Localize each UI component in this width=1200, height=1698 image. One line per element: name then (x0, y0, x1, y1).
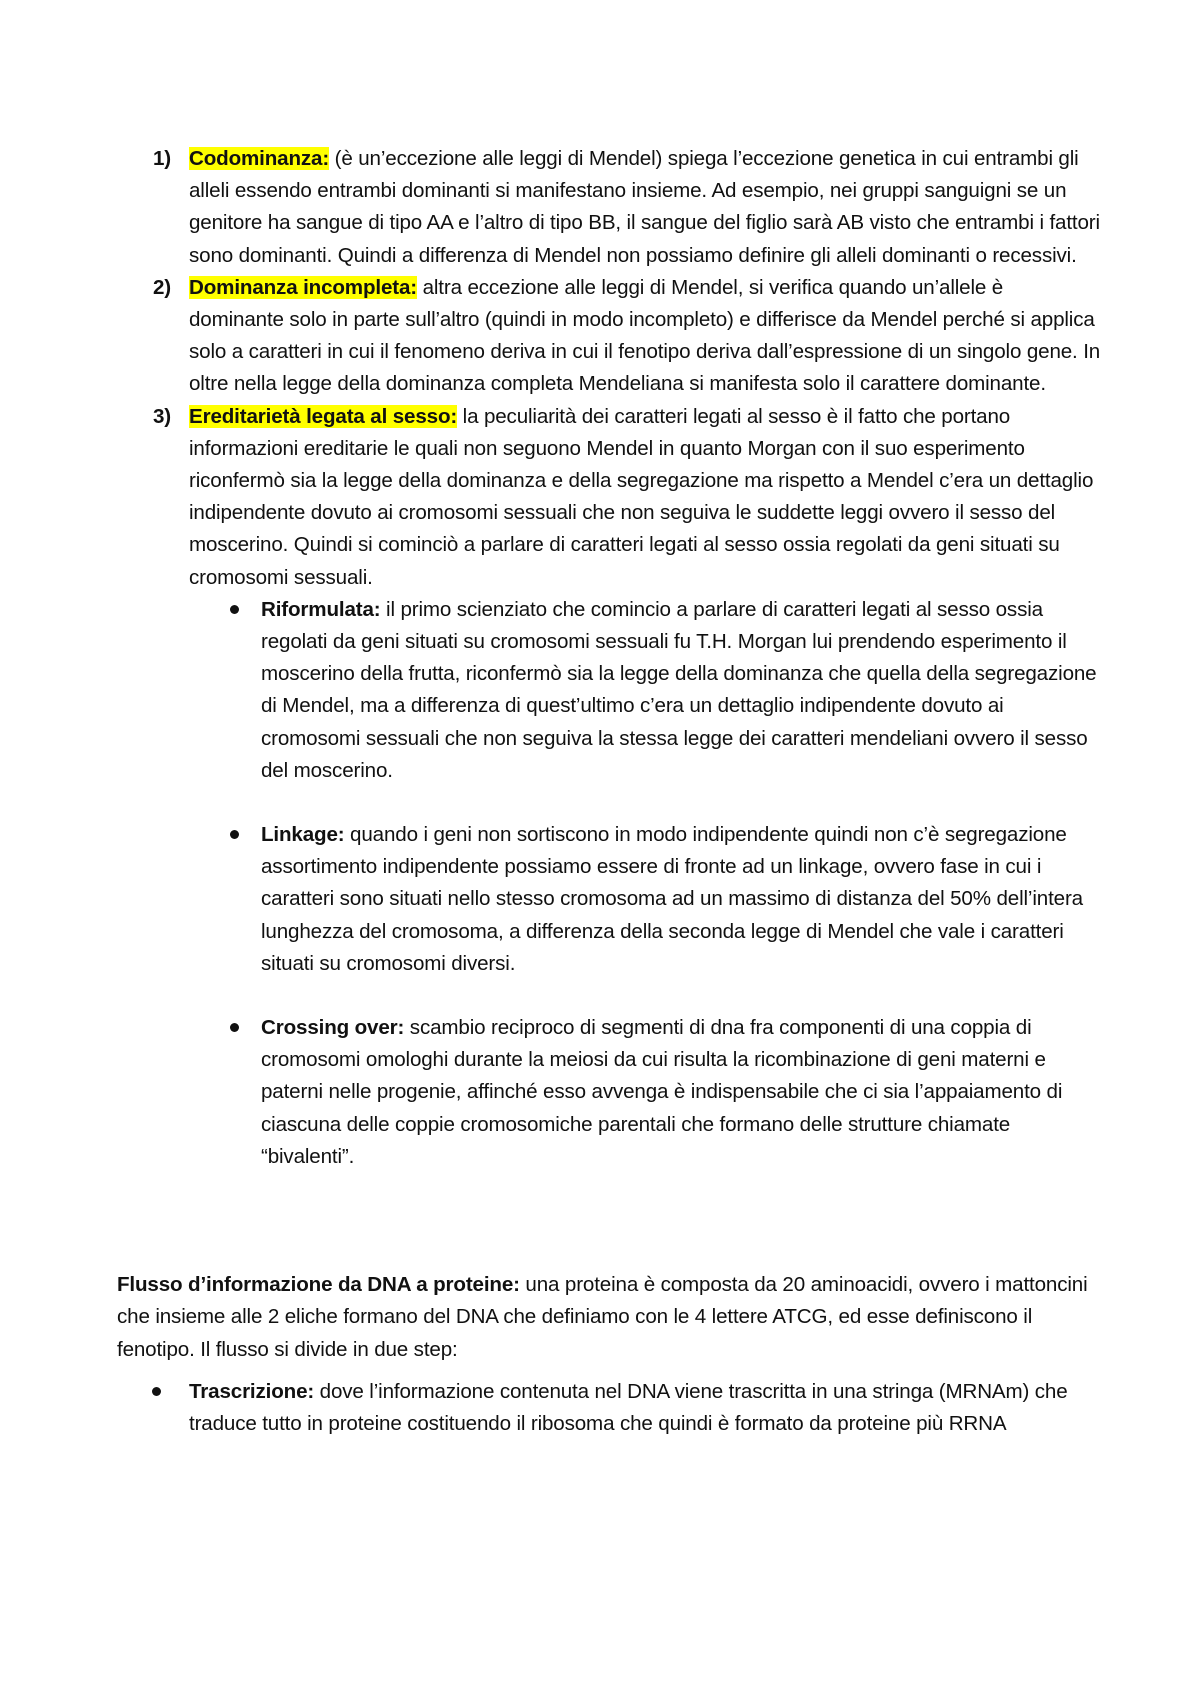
bullet-term: Linkage: (261, 823, 345, 847)
item-text: (è un’eccezione alle leggi di Mendel) spiega l’eccezione genetica in cui entrambi gli alleli essendo entrambi dominanti si manifestano insieme. Ad esempio, nei gruppi sanguigni se un genitore ha sangue di tipo AA e l’altro di tipo BB, il sangue del figlio sarà AB visto che entrambi i fattori sono dominanti. Quindi a differenza di Mendel non possiamo definire gli alleli dominanti o recessivi. (189, 147, 1100, 267)
item-number: 2) (153, 275, 172, 299)
bullet-icon (227, 1012, 241, 1032)
bullet-icon (149, 1376, 163, 1396)
numbered-item-ereditarieta (117, 401, 1102, 594)
bullet-text: scambio reciproco di segmenti di dna fra componenti di una coppia di cromosomi omologhi durante la meiosi da cui risulta la ricombinazione di geni materni e paterni nelle progenie, affinché esso avvenga è indispensabile che ci sia l’appaiamento di ciascuna delle coppie cromosomiche parentali che formano delle strutture chiamate “bivalenti”. (261, 1016, 1063, 1168)
flusso-paragraph (117, 1269, 1102, 1366)
bullet-icon (227, 594, 241, 614)
bullet-item-trascrizione (117, 1376, 1102, 1440)
item-text: la peculiarità dei caratteri legati al sesso è il fatto che portano informazioni ereditarie le quali non seguono Mendel in quanto Morgan con il suo esperimento riconfermò sia la legge della dominanza e della segregazione ma rispetto a Mendel c’era un dettaglio indipendente dovuto ai cromosomi sessuali che non seguiva le suddette leggi ovvero il sesso del moscerino. Quindi si cominciò a parlare di caratteri legati al sesso ossia regolati da geni situati su cromosomi sessuali. (189, 404, 1094, 589)
document-body (117, 143, 1102, 1440)
bullet-text: il primo scienziato che comincio a parlare di caratteri legati al sesso ossia regolati da geni situati su cromosomi sessuali fu T.H. Morgan lui prendendo esperimento il moscerino della frutta, riconfermò sia la legge della dominanza che quella della segregazione di Mendel, ma a differenza di quest’ultimo c’era un dettaglio indipendente dovuto ai cromosomi sessuali che non seguiva la stessa legge dei caratteri mendeliani ovvero il sesso del moscerino. (261, 597, 1097, 782)
bullet-term: Crossing over: (261, 1016, 405, 1040)
item-term-highlighted: Dominanza incompleta: (189, 275, 417, 299)
bullet-item-crossing-over (261, 1012, 1102, 1173)
sub-bullet-list (261, 594, 1102, 1173)
numbered-item-codominanza (117, 143, 1102, 272)
bullet-term: Riformulata: (261, 597, 381, 621)
bullet-term: Trascrizione: (189, 1379, 315, 1403)
flusso-term: Flusso d’informazione da DNA a proteine: (117, 1273, 520, 1297)
item-text: altra eccezione alle leggi di Mendel, si verifica quando un’allele è dominante solo in parte sull’altro (quindi in modo incompleto) e differisce da Mendel perché si applica solo a caratteri in cui il fenomeno deriva in cui il fenotipo deriva dall’espressione di un singolo gene. In oltre nella legge della dominanza completa Mendeliana si manifesta solo il carattere dominante. (189, 275, 1101, 396)
item-number: 1) (153, 147, 172, 170)
numbered-item-dominanza-incompleta (117, 272, 1102, 401)
flusso-text: una proteina è composta da 20 aminoacidi, ovvero i mattoncini che insieme alle 2 eliche formano del DNA che definiamo con le 4 lettere ATCG, ed esse definiscono il fenotipo. Il flusso si divide in due step: (117, 1273, 1088, 1361)
bullet-item-riformulata (261, 594, 1102, 787)
bullet-text: quando i geni non sortiscono in modo indipendente quindi non c’è segregazione assortimento indipendente possiamo essere di fronte ad un linkage, ovvero fase in cui i caratteri sono situati nello stesso cromosoma ad un massimo di distanza del 50% dell’intera lunghezza del cromosoma, a differenza della seconda legge di Mendel che vale i caratteri situati su cromosomi diversi. (261, 823, 1083, 975)
bullet-item-linkage (261, 819, 1102, 980)
bullet-icon (227, 819, 241, 839)
item-number: 3) (153, 404, 172, 428)
bullet-text: dove l’informazione contenuta nel DNA viene trascritta in una stringa (MRNAm) che traduce tutto in proteine costituendo il ribosoma che quindi è formato da proteine più RRNA (189, 1379, 1068, 1435)
item-term-highlighted: Codominanza: (189, 147, 330, 170)
item-term-highlighted: Ereditarietà legata al sesso: (189, 404, 458, 428)
